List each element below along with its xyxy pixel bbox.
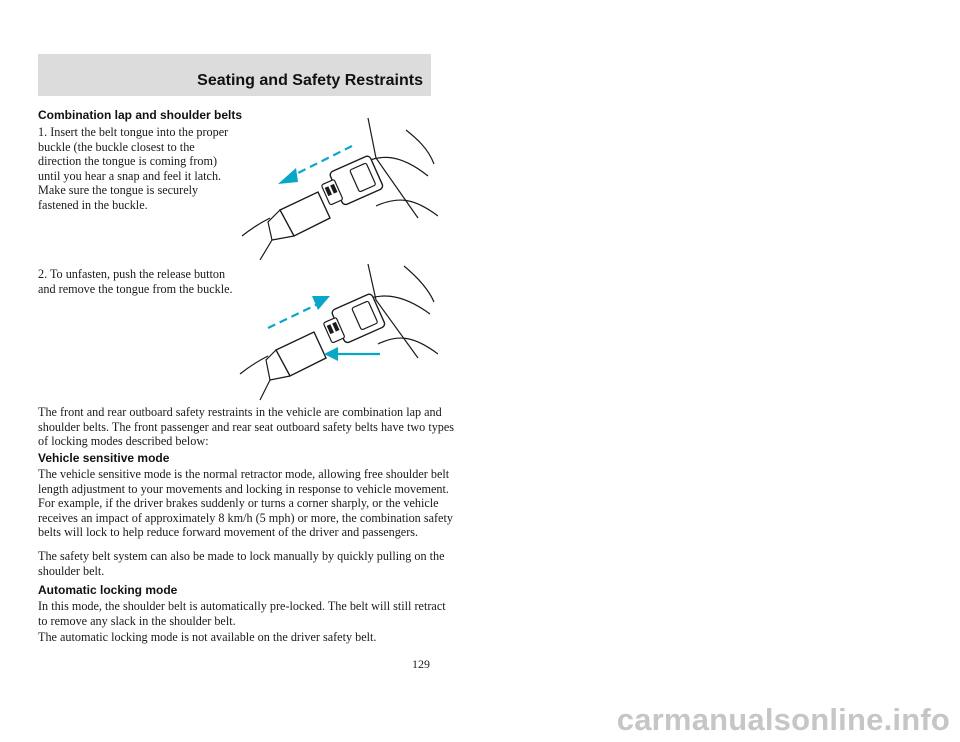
vehicle-sensitive-paragraph-1: The vehicle sensitive mode is the normal retractor mode, allowing free shoulder belt length adjustment to your movements and locking in response to vehicle movement. For example, if the driver brakes suddenly or turns a corner sharply, or the vehicle receives an impact of approximately 8 km/h (5 mph) or more, the combination safety belts will lock to help reduce forward movement of the driver and passengers. — [38, 467, 453, 539]
step-1-text: 1. Insert the belt tongue into the proper buckle (the buckle closest to the direction the tongue is coming from) until you hear a snap and feel it latch. Make sure the tongue is securely fastened in the buckle. — [38, 125, 229, 212]
heading-combination-belts: Combination lap and shoulder belts — [38, 108, 243, 122]
heading-vehicle-sensitive: Vehicle sensitive mode — [38, 451, 170, 465]
section-title: Seating and Safety Restraints — [197, 72, 423, 89]
step-2-text: 2. To unfasten, push the release button and remove the tongue from the buckle. — [38, 267, 233, 296]
watermark: carmanualsonline.info — [616, 702, 950, 737]
buckle-release-illustration — [238, 262, 438, 402]
section-header-band — [38, 54, 431, 96]
intro-paragraph: The front and rear outboard safety restraints in the vehicle are combination lap and shoulder belts. The front passenger and rear seat outboard safety belts have two types of locking modes described below: — [38, 405, 455, 448]
automatic-locking-paragraph-1: In this mode, the shoulder belt is automatically pre-locked. The belt will still retract to remove any slack in the shoulder belt. — [38, 599, 446, 628]
automatic-locking-paragraph-2: The automatic locking mode is not available on the driver safety belt. — [38, 630, 377, 644]
buckle-fasten-illustration — [238, 118, 438, 260]
page-number: 129 — [412, 657, 430, 671]
vehicle-sensitive-paragraph-2: The safety belt system can also be made to lock manually by quickly pulling on the shoulder belt. — [38, 549, 445, 578]
heading-automatic-locking: Automatic locking mode — [38, 583, 178, 597]
